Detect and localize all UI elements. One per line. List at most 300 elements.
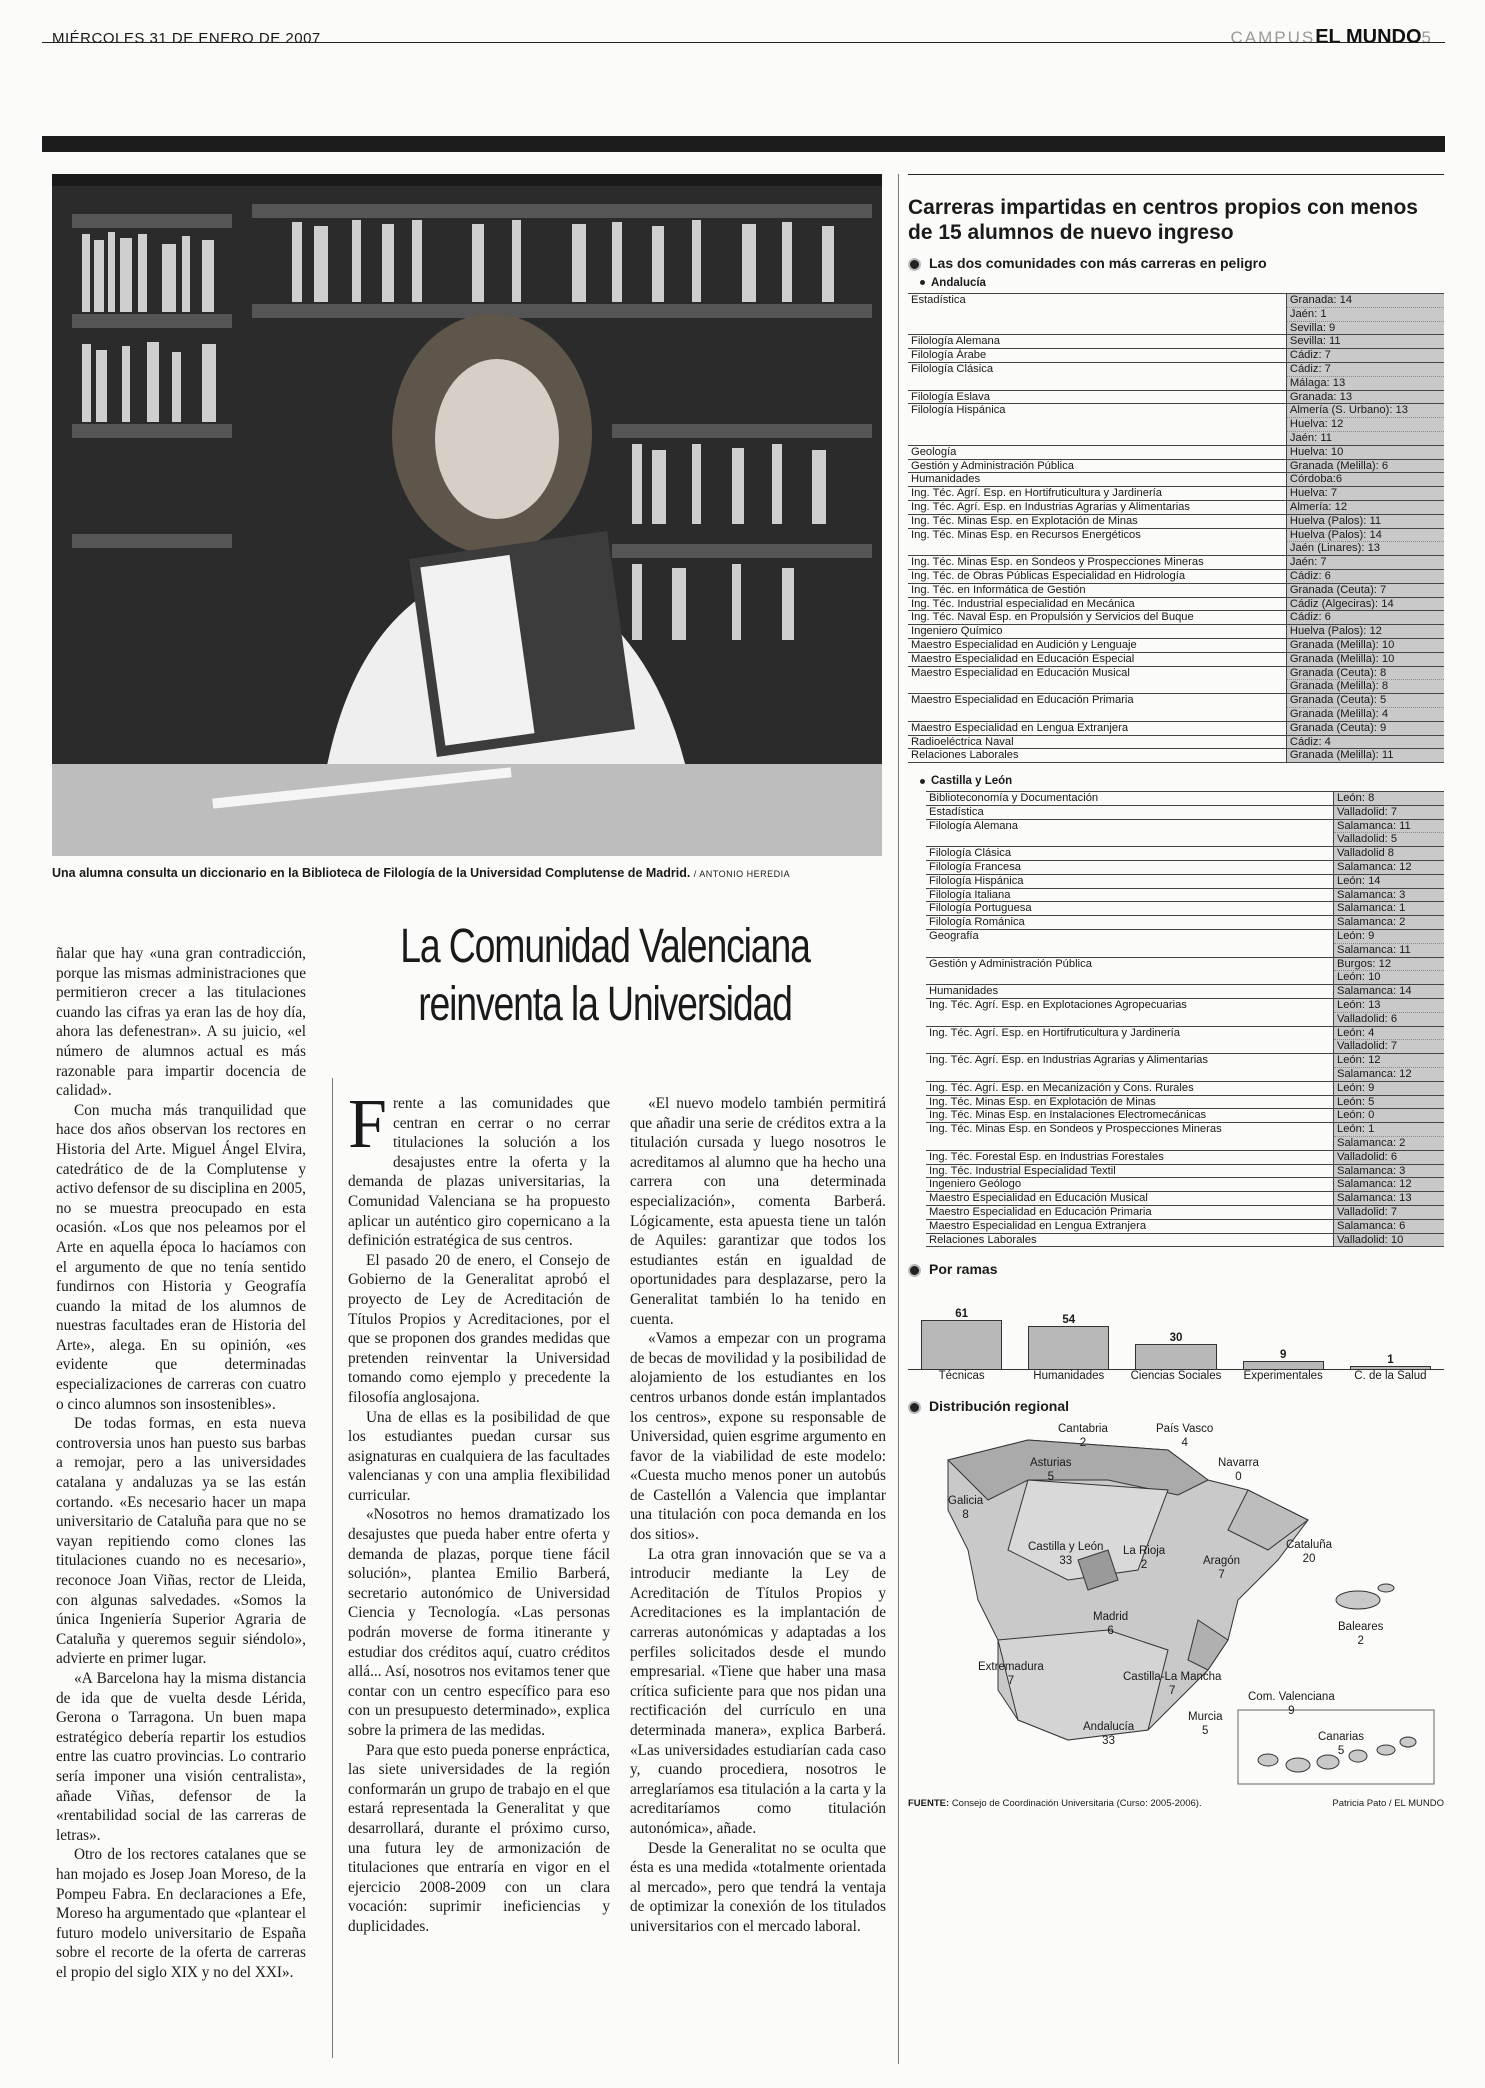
center-count: León: 0 — [1333, 1109, 1444, 1123]
ramas-bar-chart — [908, 1283, 1444, 1370]
table-row — [926, 1123, 1444, 1137]
region-label — [1156, 1422, 1213, 1450]
table-row — [926, 957, 1444, 971]
table-row — [908, 307, 1444, 321]
center-count: Valladolid: 10 — [1333, 1233, 1444, 1247]
degree-name — [908, 431, 1286, 445]
table-row — [926, 1137, 1444, 1151]
table-row — [908, 625, 1444, 639]
drop-cap: F — [348, 1086, 387, 1163]
center-count: Málaga: 13 — [1286, 376, 1444, 390]
center-count: Córdoba:6 — [1286, 473, 1444, 487]
bullet-icon — [908, 1264, 921, 1277]
degree-name: Geografía — [926, 930, 1333, 944]
left-column — [56, 944, 306, 1982]
center-count: Cádiz (Algeciras): 14 — [1286, 597, 1444, 611]
photo-credit: / ANTONIO HEREDIA — [693, 869, 791, 879]
section-heading: Distribución regional — [908, 1398, 1444, 1414]
bar-label: Humanidades — [1033, 1370, 1105, 1383]
center-count: Granada (Melilla): 6 — [1286, 459, 1444, 473]
headline: La Comunidad Valenciana reinventa la Universidad — [400, 920, 810, 1031]
table-row — [926, 819, 1444, 833]
table-row — [908, 514, 1444, 528]
library-photo — [52, 174, 882, 856]
degree-name: Filología Eslava — [908, 390, 1286, 404]
center-count: Cádiz: 4 — [1286, 735, 1444, 749]
region-label — [1218, 1456, 1259, 1484]
center-count: Salamanca: 11 — [1333, 943, 1444, 957]
center-count: Jaén: 1 — [1286, 307, 1444, 321]
degree-name: Ing. Téc. Industrial Especialidad Textil — [926, 1164, 1333, 1178]
table-row — [908, 735, 1444, 749]
castilla-leon-table — [926, 791, 1444, 1247]
region-name: Madrid — [1093, 1611, 1129, 1624]
center-count: Jaén (Linares): 13 — [1286, 542, 1444, 556]
region-value: 6 — [1107, 1625, 1114, 1638]
bar-label: Técnicas — [938, 1370, 985, 1383]
degree-name: Humanidades — [926, 985, 1333, 999]
center-count: Valladolid: 6 — [1333, 1012, 1444, 1026]
region-name: Murcia — [1188, 1711, 1223, 1724]
subsection-castilla-leon: Castilla y León — [920, 775, 1444, 787]
bar-value: 54 — [1062, 1314, 1076, 1327]
center-count: León: 9 — [1333, 930, 1444, 944]
center-count: Salamanca: 3 — [1333, 888, 1444, 902]
degree-name: Ing. Téc. Minas Esp. en Explotación de Minas — [908, 514, 1286, 528]
author-credit: Patricia Pato / EL MUNDO — [1332, 1798, 1444, 1810]
center-count: Salamanca: 12 — [1333, 1068, 1444, 1082]
region-label — [948, 1494, 983, 1522]
center-count: Granada (Melilla): 10 — [1286, 652, 1444, 666]
table-row — [926, 861, 1444, 875]
degree-name: Radioeléctrica Naval — [908, 735, 1286, 749]
table-row — [926, 902, 1444, 916]
center-count: León: 4 — [1333, 1026, 1444, 1040]
center-count: Salamanca: 3 — [1333, 1164, 1444, 1178]
bar — [1337, 1354, 1444, 1369]
region-label — [1286, 1538, 1332, 1566]
table-row — [926, 1095, 1444, 1109]
table-row — [908, 362, 1444, 376]
degree-name — [908, 321, 1286, 335]
degree-name: Filología Hispánica — [926, 874, 1333, 888]
center-count: Salamanca: 13 — [1333, 1192, 1444, 1206]
degree-name: Filología Románica — [926, 916, 1333, 930]
center-count: Salamanca: 14 — [1333, 985, 1444, 999]
table-row — [926, 1150, 1444, 1164]
center-count: Salamanca: 2 — [1333, 916, 1444, 930]
bar — [1230, 1349, 1337, 1369]
center-count: Jaén: 11 — [1286, 431, 1444, 445]
region-name: Castilla y León — [1028, 1541, 1104, 1554]
table-row — [908, 459, 1444, 473]
table-row — [908, 500, 1444, 514]
header-rule — [42, 42, 1445, 43]
degree-name: Maestro Especialidad en Lengua Extranjera — [926, 1219, 1333, 1233]
degree-name — [908, 707, 1286, 721]
table-row — [908, 597, 1444, 611]
degree-name: Biblioteconomía y Documentación — [926, 792, 1333, 806]
degree-name — [908, 542, 1286, 556]
center-count: Salamanca: 1 — [1333, 902, 1444, 916]
degree-name: Filología Alemana — [908, 335, 1286, 349]
table-row — [908, 749, 1444, 763]
table-row — [926, 985, 1444, 999]
subsection-andalucia: Andalucía — [920, 277, 1444, 289]
region-value: 7 — [1007, 1675, 1015, 1688]
region-name: Extremadura — [978, 1661, 1044, 1674]
degree-name: Gestión y Administración Pública — [908, 459, 1286, 473]
bar-value: 1 — [1387, 1354, 1394, 1367]
center-count: Salamanca: 2 — [1333, 1137, 1444, 1151]
center-count: Valladolid: 7 — [1333, 1206, 1444, 1220]
table-row — [926, 847, 1444, 861]
region-label — [1203, 1554, 1240, 1582]
center-count: León: 14 — [1333, 874, 1444, 888]
center-count: León: 8 — [1333, 792, 1444, 806]
mid-paragraph: rente a las comunidades que centran en cerrar o no cerrar titulaciones la solución a los desajustes entre la oferta y la demanda de plazas universitarias, la Comunidad Valenciana se ha propuesto aplicar un auténtico giro copernicano a la definición estratégica de sus centros. — [348, 1095, 610, 1250]
table-row — [926, 1040, 1444, 1054]
table-row — [908, 528, 1444, 542]
region-value: 8 — [962, 1509, 969, 1522]
region-name: Castilla-La Mancha — [1123, 1671, 1222, 1684]
region-label — [1318, 1730, 1364, 1758]
degree-name: Ing. Téc. Agrí. Esp. en Hortifruticultura y Jardinería — [908, 487, 1286, 501]
andalucia-table — [908, 293, 1444, 763]
degree-name: Maestro Especialidad en Educación Primaria — [926, 1206, 1333, 1220]
degree-name — [908, 418, 1286, 432]
region-name: La Rioja — [1123, 1545, 1166, 1558]
bar — [1122, 1332, 1229, 1369]
region-value: 5 — [1202, 1725, 1209, 1738]
degree-name — [908, 680, 1286, 694]
region-label — [1188, 1710, 1223, 1738]
bar — [1015, 1314, 1122, 1369]
table-row — [908, 473, 1444, 487]
center-count: Salamanca: 12 — [1333, 861, 1444, 875]
table-row — [908, 445, 1444, 459]
degree-name: Maestro Especialidad en Lengua Extranjera — [908, 721, 1286, 735]
region-value: 7 — [1169, 1685, 1176, 1698]
degree-name: Ing. Téc. Agrí. Esp. en Mecanización y Cons. Rurales — [926, 1081, 1333, 1095]
region-value: 33 — [1102, 1735, 1115, 1748]
degree-name — [926, 833, 1333, 847]
left-paragraph: ñalar que hay «una gran contradicción, porque las mismas administraciones que permitieron crecer a las titulaciones cuando las cifras ya eran las de hoy día, ahora las defenestran». A su juicio, «el número de alumnos actual es más razonable para impartir docencia de calidad». — [56, 945, 306, 1100]
table-row — [908, 431, 1444, 445]
left-paragraph: Otro de los rectores catalanes que se han mojado es Josep Joan Moreso, de la Pompeu Fabra. En declaraciones a Efe, Moreso ha argumentado que «plantear el futuro modelo universitario de España sobre el recorte de la oferta de carreras el propio del siglo XIX y no del XXI». — [56, 1846, 306, 1981]
center-count: Valladolid: 7 — [1333, 1040, 1444, 1054]
region-name: Com. Valenciana — [1248, 1691, 1335, 1704]
degree-name: Filología Portuguesa — [926, 902, 1333, 916]
bar-value: 61 — [955, 1308, 968, 1321]
table-row — [926, 1012, 1444, 1026]
region-name: Baleares — [1338, 1621, 1384, 1634]
table-row — [926, 971, 1444, 985]
column-rule — [898, 174, 899, 2064]
region-name: Navarra — [1218, 1457, 1259, 1470]
region-label — [1083, 1720, 1134, 1748]
table-row — [926, 1068, 1444, 1082]
degree-name: Ingeniero Químico — [908, 625, 1286, 639]
degree-name: Maestro Especialidad en Educación Musical — [908, 666, 1286, 680]
photo-caption: Una alumna consulta un diccionario en la Biblioteca de Filología de la Universidad Complutense de Madrid. / ANTONIO HEREDIA — [52, 866, 791, 880]
center-count: Huelva (Palos): 12 — [1286, 625, 1444, 639]
center-count: Almería: 12 — [1286, 500, 1444, 514]
region-value: 4 — [1181, 1437, 1188, 1450]
center-count: Valladolid: 7 — [1333, 805, 1444, 819]
bar-fill — [1243, 1361, 1324, 1369]
degree-name: Maestro Especialidad en Educación Musical — [926, 1192, 1333, 1206]
degree-name: Ing. Téc. de Obras Públicas Especialidad en Hidrología — [908, 569, 1286, 583]
region-label — [1248, 1690, 1335, 1718]
table-row — [926, 1219, 1444, 1233]
table-row — [908, 611, 1444, 625]
center-count: Granada (Ceuta): 8 — [1286, 666, 1444, 680]
region-value: 0 — [1235, 1471, 1242, 1484]
table-row — [926, 1164, 1444, 1178]
center-count: Huelva: 7 — [1286, 487, 1444, 501]
center-count: Huelva: 10 — [1286, 445, 1444, 459]
region-name: Cataluña — [1286, 1539, 1333, 1552]
degree-name: Maestro Especialidad en Audición y Lenguaje — [908, 638, 1286, 652]
table-row — [908, 556, 1444, 570]
page-date: MIÉRCOLES 31 DE ENERO DE 2007 — [52, 30, 321, 47]
region-value: 7 — [1218, 1569, 1225, 1582]
center-count: León: 10 — [1333, 971, 1444, 985]
region-name: Cantabria — [1058, 1423, 1108, 1436]
degree-name: Maestro Especialidad en Educación Especial — [908, 652, 1286, 666]
mid-paragraph: El pasado 20 de enero, el Consejo de Gobierno de la Generalitat aprobó el proyecto de Ley de Acreditación de Títulos Propios y Acreditaciones, por el que se proponen dos grandes medidas que pretenden reinventar la Universidad tomando como ejemplo y precedente la filosofía anglosajona. — [348, 1251, 610, 1406]
region-name: País Vasco — [1156, 1423, 1214, 1436]
table-row — [926, 1026, 1444, 1040]
table-row — [926, 833, 1444, 847]
center-count: Almería (S. Urbano): 13 — [1286, 404, 1444, 418]
region-label — [1338, 1620, 1383, 1648]
region-label — [1028, 1540, 1103, 1568]
degree-name: Ing. Téc. Agrí. Esp. en Industrias Agrarias y Alimentarias — [908, 500, 1286, 514]
table-row — [926, 874, 1444, 888]
center-count: Huelva (Palos): 14 — [1286, 528, 1444, 542]
left-paragraph: Con mucha más tranquilidad que hace dos años observan los rectores en Historia del Arte. Miguel Ángel Elvira, catedrático de de la Complutense y activo defensor de su disciplina en 2005, no se muestra preocupado en esta ocasión. «Los que nos peleamos por el Arte en aquella época lo hacíamos con el argumento de que no tenía sentido fundirnos con Historia y Geografía cuando la mitad de los alumnos de nuestras facultades eran de Historia del Arte», alega. En su opinión, «es evidente que determinadas especializaciones de carreras con cuatro o cinco alumnos son insostenibles». — [56, 1101, 306, 1413]
center-count: Cádiz: 7 — [1286, 349, 1444, 363]
bar-label: Ciencias Sociales — [1130, 1370, 1222, 1383]
degree-name: Filología Árabe — [908, 349, 1286, 363]
center-count: Cádiz: 6 — [1286, 611, 1444, 625]
table-row — [908, 680, 1444, 694]
center-count: Burgos: 12 — [1333, 957, 1444, 971]
region-label — [1123, 1544, 1165, 1572]
table-row — [908, 583, 1444, 597]
bar-fill — [921, 1320, 1002, 1369]
table-row — [908, 376, 1444, 390]
table-row — [908, 666, 1444, 680]
table-row — [908, 321, 1444, 335]
degree-name: Filología Italiana — [926, 888, 1333, 902]
bullet-icon — [920, 779, 925, 784]
table-row — [908, 721, 1444, 735]
degree-name — [908, 376, 1286, 390]
panel-title: Carreras impartidas en centros propios con menos de 15 alumnos de nuevo ingreso — [908, 196, 1418, 244]
region-value: 2 — [1140, 1559, 1148, 1572]
table-row — [908, 569, 1444, 583]
region-label — [1030, 1456, 1072, 1484]
bar-fill — [1028, 1326, 1109, 1369]
degree-name: Relaciones Laborales — [908, 749, 1286, 763]
mid-paragraph: Una de ellas es la posibilidad de que los estudiantes puedan cursar sus asignaturas en cualquiera de las facultades valencianas y con una amplia flexibilidad curricular. — [348, 1408, 610, 1504]
degree-name: Ing. Téc. Industrial especialidad en Mecánica — [908, 597, 1286, 611]
center-count: Granada (Melilla): 8 — [1286, 680, 1444, 694]
center-count: Sevilla: 11 — [1286, 335, 1444, 349]
degree-name: Ing. Téc. Forestal Esp. en Industrias Forestales — [926, 1150, 1333, 1164]
degree-name — [926, 1068, 1333, 1082]
table-row — [926, 888, 1444, 902]
center-count: Valladolid: 6 — [1333, 1150, 1444, 1164]
center-count: Granada (Ceuta): 7 — [1286, 583, 1444, 597]
table-row — [926, 1178, 1444, 1192]
degree-name: Ing. Téc. en Informática de Gestión — [908, 583, 1286, 597]
bar — [908, 1308, 1015, 1369]
region-value: 5 — [1047, 1471, 1054, 1484]
table-row — [926, 999, 1444, 1013]
left-paragraph: De todas formas, en esta nueva controversia unos han puesto sus barbas a remojar, pero a las universidades catalana y andaluzas ya se las están cortando. «Es necesario hacer un mapa universitario de Cataluña para que no se vayan repitiendo como clones las titulaciones cuando no es necesario», reconoce Joan Viñas, rector de Lleida, con algunas salvedades. «Somos la única Ingeniería Superior Agraria de Cataluña y queremos seguir siéndolo», advierte en primer lugar. — [56, 1415, 306, 1668]
degree-name — [926, 1012, 1333, 1026]
data-panel — [908, 174, 1444, 1809]
left-paragraph: «A Barcelona hay la misma distancia de ida que de vuelta desde Lérida, Gerona o Tarragona. Un buen mapa estratégico debería repartir los estudios entre las cuatro provincias. Lo contrario sería imponer una visión centralista», añade Viñas, defensor de la «rentabilidad social de las carreras de letras». — [56, 1669, 306, 1844]
table-row — [926, 1192, 1444, 1206]
center-count: Valladolid: 5 — [1333, 833, 1444, 847]
table-row — [908, 707, 1444, 721]
bar-fill — [1135, 1344, 1216, 1369]
center-count: Granada (Melilla): 10 — [1286, 638, 1444, 652]
right-paragraph: La otra gran innovación que se va a introducir mediante la Ley de Acreditación de Títulos Propios y Acreditaciones es la implantación de carreras autonómicas y adaptadas a los perfiles solicitados desde el mundo empresarial. «Tiene que haber una masa crítica suficiente para que nos pidan una rectificación del currículo en una determinada manera», explica Barberá. «Las universidades estudiarían cada caso y, cuando procediera, nosotros le arreglaríamos esa titulación a la carta y la acreditaríamos como titulación autonómica», añade. — [630, 1545, 886, 1837]
table-row — [908, 418, 1444, 432]
degree-name: Relaciones Laborales — [926, 1233, 1333, 1247]
bar-fill — [1350, 1366, 1431, 1369]
center-count: Huelva (Palos): 11 — [1286, 514, 1444, 528]
section-bar — [42, 136, 1445, 152]
right-paragraph: Desde la Generalitat no se oculta que ésta es una medida «totalmente orientada al mercado», pero que tendrá la ventaja de optimizar la conexión de los titulados universitarios con el mercado laboral. — [630, 1839, 886, 1935]
spain-map — [908, 1420, 1444, 1792]
region-label — [1123, 1670, 1221, 1698]
table-row — [908, 694, 1444, 708]
table-row — [926, 805, 1444, 819]
center-count: Jaén: 7 — [1286, 556, 1444, 570]
section-heading: Por ramas — [908, 1261, 1444, 1277]
center-count: Granada (Ceuta): 9 — [1286, 721, 1444, 735]
center-count: Sevilla: 9 — [1286, 321, 1444, 335]
center-count: Salamanca: 12 — [1333, 1178, 1444, 1192]
bullet-icon — [920, 280, 925, 285]
region-name: Galicia — [948, 1495, 984, 1508]
degree-name: Ing. Téc. Naval Esp. en Propulsión y Servicios del Buque — [908, 611, 1286, 625]
degree-name: Ing. Téc. Minas Esp. en Sondeos y Prospecciones Mineras — [908, 556, 1286, 570]
degree-name: Ing. Téc. Minas Esp. en Recursos Energéticos — [908, 528, 1286, 542]
degree-name: Ing. Téc. Minas Esp. en Instalaciones Electromecánicas — [926, 1109, 1333, 1123]
center-count: León: 9 — [1333, 1081, 1444, 1095]
table-row — [908, 652, 1444, 666]
region-name: Aragón — [1203, 1555, 1241, 1568]
degree-name: Ing. Téc. Agrí. Esp. en Hortifruticultura y Jardinería — [926, 1026, 1333, 1040]
table-row — [926, 1233, 1444, 1247]
brand-logo: CAMPUSEL MUNDO5 — [1230, 26, 1433, 48]
degree-name: Ing. Téc. Agrí. Esp. en Explotaciones Agropecuarias — [926, 999, 1333, 1013]
degree-name: Geología — [908, 445, 1286, 459]
mid-paragraph: «Nosotros no hemos dramatizado los desajustes que pueda haber entre oferta y demanda de plazas, porque tiene fácil solución», plantea Emilio Barberá, secretario autonómico de Universidad Ciencia y Tecnología. «Las personas podrán moverse de forma itinerante y estudiar dos créditos aquí, cuatro créditos allá... Así, nosotros nos evitamos tener que contar con un centro específico para eso con un presupuesto determinado», explica sobre la primera de las medidas. — [348, 1506, 610, 1739]
center-count: Granada: 14 — [1286, 294, 1444, 308]
center-count: Salamanca: 11 — [1333, 819, 1444, 833]
region-name: Canarias — [1318, 1731, 1365, 1744]
region-label — [1093, 1610, 1128, 1638]
degree-name — [926, 1040, 1333, 1054]
table-row — [926, 1054, 1444, 1068]
degree-name: Gestión y Administración Pública — [926, 957, 1333, 971]
bar-label: C. de la Salud — [1354, 1370, 1427, 1383]
region-value: 9 — [1288, 1705, 1295, 1718]
source-line: FUENTE: Consejo de Coordinación Universitaria (Curso: 2005-2006). Patricia Pato / EL MUNDO — [908, 1798, 1444, 1810]
table-row — [908, 294, 1444, 308]
degree-name: Estadística — [908, 294, 1286, 308]
right-paragraph: «Vamos a empezar con un programa de becas de movilidad y la posibilidad de alojamiento de los estudiantes en los centros urbanos donde están implantados los centros», expone su responsable de Universidad, quien esgrime argumento en favor de la viabilidad de este modelo: «Cuesta mucho menos poner un autobús de Castellón a Valencia que implantar una titulación con poca demanda en los dos sitios». — [630, 1330, 886, 1544]
center-count: Granada: 13 — [1286, 390, 1444, 404]
center-count: León: 5 — [1333, 1095, 1444, 1109]
region-label — [978, 1660, 1044, 1688]
degree-name: Ing. Téc. Minas Esp. en Sondeos y Prospecciones Mineras — [926, 1123, 1333, 1137]
table-row — [908, 542, 1444, 556]
region-label — [1058, 1422, 1108, 1450]
center-count: Granada (Ceuta): 5 — [1286, 694, 1444, 708]
center-count: León: 12 — [1333, 1054, 1444, 1068]
table-row — [926, 1206, 1444, 1220]
degree-name: Filología Hispánica — [908, 404, 1286, 418]
table-row — [908, 404, 1444, 418]
bullet-icon — [908, 1401, 921, 1414]
ramas-labels — [908, 1370, 1444, 1388]
column-rule — [332, 1078, 333, 2058]
center-count: Cádiz: 6 — [1286, 569, 1444, 583]
center-count: Valladolid 8 — [1333, 847, 1444, 861]
degree-name — [908, 307, 1286, 321]
middle-column — [348, 1086, 610, 1937]
center-count: León: 1 — [1333, 1123, 1444, 1137]
table-row — [908, 390, 1444, 404]
table-row — [908, 335, 1444, 349]
degree-name: Filología Clásica — [926, 847, 1333, 861]
region-value: 33 — [1059, 1555, 1073, 1568]
region-name: Andalucía — [1083, 1721, 1135, 1734]
section-heading: Las dos comunidades con más carreras en peligro — [908, 255, 1444, 271]
degree-name: Filología Alemana — [926, 819, 1333, 833]
center-count: Granada (Melilla): 11 — [1286, 749, 1444, 763]
degree-name — [926, 943, 1333, 957]
center-count: Salamanca: 6 — [1333, 1219, 1444, 1233]
center-count: Cádiz: 7 — [1286, 362, 1444, 376]
degree-name: Filología Clásica — [908, 362, 1286, 376]
table-row — [908, 638, 1444, 652]
table-row — [926, 916, 1444, 930]
center-count: León: 13 — [1333, 999, 1444, 1013]
table-row — [926, 792, 1444, 806]
degree-name — [926, 971, 1333, 985]
region-value: 2 — [1079, 1437, 1087, 1450]
table-row — [908, 487, 1444, 501]
table-row — [926, 930, 1444, 944]
bullet-icon — [908, 258, 921, 271]
right-column — [630, 1094, 886, 1937]
degree-name: Humanidades — [908, 473, 1286, 487]
degree-name — [926, 1137, 1333, 1151]
bar-label: Experimentales — [1243, 1370, 1323, 1383]
mid-paragraph: Para que esto pueda ponerse enpráctica, las siete universidades de la región conformarán un grupo de trabajo en el que estará representada la Generalitat y que desarrollará, durante el próximo curso, una futura ley de armonización de titulaciones que entraría en vigor en el ejercicio 2008-2009 con un clara vocación: suprimir ineficiencias y duplicidades. — [348, 1741, 610, 1935]
